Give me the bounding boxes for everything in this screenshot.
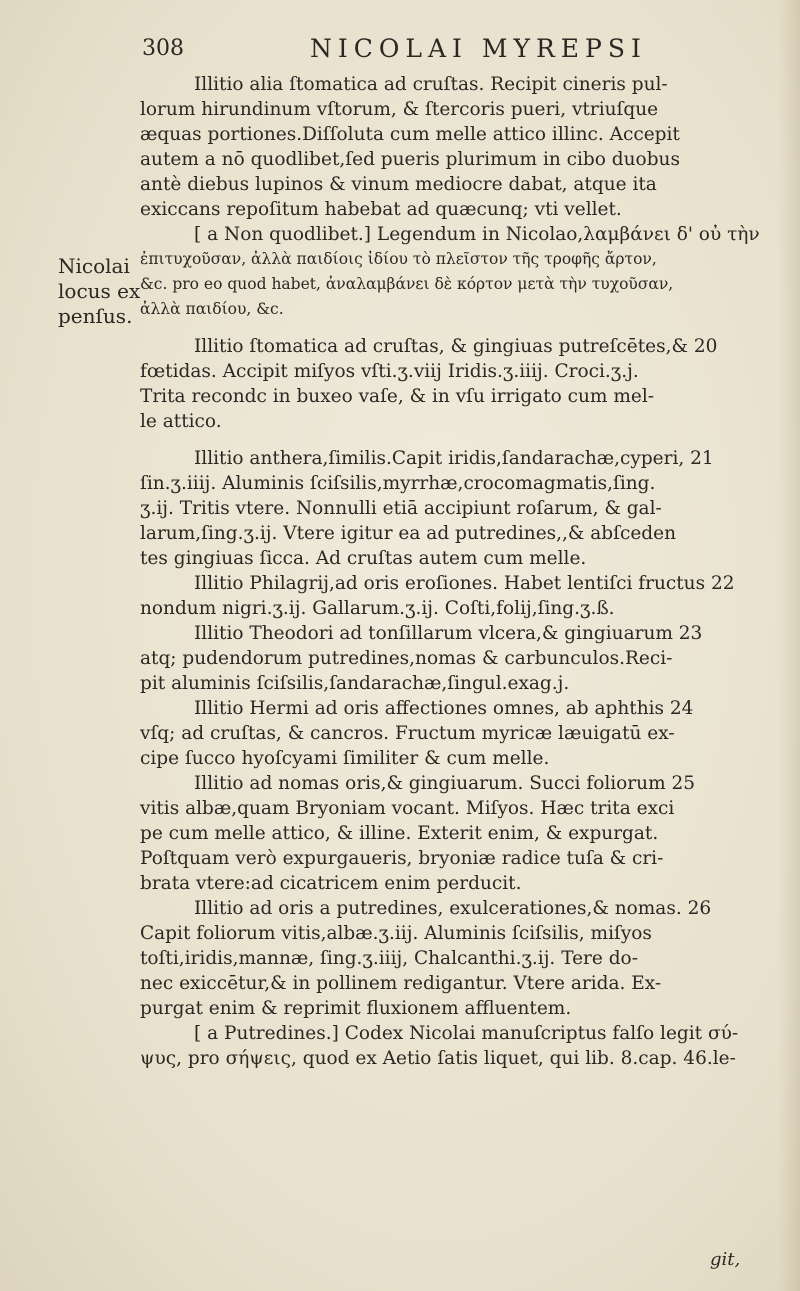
- text-line: Illitio ad oris a putredines, exulcerationes,& nomas. 26: [194, 898, 712, 919]
- text-line: autem a nō quodlibet,ſed pueris plurimum in cibo duobus: [140, 149, 680, 170]
- text-line: atq; pudendorum putredines,nomas & carbunculos.Reci-: [140, 648, 673, 669]
- marginal-note-line: locus ex: [58, 279, 141, 303]
- text-line: Capit foliorum vitis,albæ.ʒ.iij. Aluminis ſciſsilis, miſyos: [140, 923, 652, 944]
- text-line: Illitio anthera,ſimilis.Capit iridis,ſandarachæ,cyperi, 21: [194, 448, 714, 469]
- text-line: Illitio alia ſtomatica ad cruſtas. Recipit cineris pul-: [194, 74, 668, 95]
- text-line: lorum hirundinum vſtorum, & ſtercoris pueri, vtriuſque: [140, 99, 659, 120]
- text-line: [ a Putredines.] Codex Nicolai manuſcriptus falſo legit σύ-: [194, 1023, 739, 1044]
- text-line: brata vtere:ad cicatricem enim perducit.: [140, 873, 522, 894]
- text-line: antè diebus lupinos & vinum mediocre dabat, atque ita: [140, 174, 657, 195]
- marginal-note-line: penſus.: [58, 304, 133, 328]
- text-line: tes gingiuas ſicca. Ad cruſtas autem cum melle.: [140, 548, 587, 569]
- text-column: [140, 72, 760, 1071]
- text-line: exiccans repoſitum habebat ad quæcunq; vti vellet.: [140, 199, 622, 220]
- text-line: fœtidas. Accipit miſyos vſti.ʒ.viij Iridis.ʒ.iiij. Croci.ʒ.j.: [140, 361, 639, 382]
- text-line: Trita recondc in buxeo vaſe, & in vſu irrigato cum mel-: [140, 386, 654, 407]
- text-line: Illitio Philagrij,ad oris eroſiones. Habet lentiſci fructus 22: [194, 573, 735, 594]
- text-line: Illitio ad nomas oris,& gingiuarum. Succi foliorum 25: [194, 773, 696, 794]
- text-line: vſq; ad cruſtas, & cancros. Fructum myricæ læuigatū ex-: [140, 723, 675, 744]
- running-header: [142, 34, 702, 68]
- text-line: Illitio Theodori ad tonſillarum vlcera,& gingiuarum 23: [194, 623, 703, 644]
- text-line: vitis albæ,quam Bryoniam vocant. Miſyos. Hæc trita exci: [140, 798, 675, 819]
- text-line: le attico.: [140, 411, 222, 432]
- text-line: Illitio Hermi ad oris affectiones omnes, ab aphthis 24: [194, 698, 694, 719]
- text-line: larum,ſing.ʒ.ij. Vtere igitur ea ad putredines,,& abſceden: [140, 523, 676, 544]
- text-line: ἀλλὰ παιδίου, &c.: [140, 300, 284, 318]
- text-line: ψυς, pro σήψεις, quod ex Aetio ſatis liquet, qui lib. 8.cap. 46.le-: [140, 1048, 736, 1069]
- text-line: toſti,iridis,mannæ, ſing.ʒ.iiij, Chalcanthi.ʒ.ij. Tere do-: [140, 948, 638, 969]
- text-line: pit aluminis ſciſsilis,ſandarachæ,ſingul.exag.j.: [140, 673, 570, 694]
- page-gutter-shadow: [778, 0, 800, 1291]
- page-number: 308: [142, 36, 184, 61]
- text-line: æquas portiones.Diſſoluta cum melle attico illinc. Accepit: [140, 124, 680, 145]
- text-line: &c. pro eo quod habet, ἀναλαμβάνει δὲ κόρτον μετὰ τὴν τυχοῦσαν,: [140, 275, 674, 293]
- text-line: nondum nigri.ʒ.ij. Gallarum.ʒ.ij. Coſti,folij,ſing.ʒ.ß.: [140, 598, 615, 619]
- text-line: cipe ſucco hyoſcyami ſimiliter & cum melle.: [140, 748, 550, 769]
- catchword: git,: [710, 1249, 741, 1270]
- text-line: pe cum melle attico, & illine. Exterit enim, & expurgat.: [140, 823, 659, 844]
- text-line: ʒ.ij. Tritis vtere. Nonnulli etiā accipiunt roſarum, & gal-: [140, 498, 662, 519]
- text-line: Poſtquam verò expurgaueris, bryoniæ radice tuſa & cri-: [140, 848, 664, 869]
- running-title: NICOLAI MYREPSI: [310, 34, 647, 63]
- text-line: [ a Non quodlibet.] Legendum in Nicolao,λαμβάνει δ' οὐ τὴν: [194, 224, 760, 245]
- text-line: ἐπιτυχοῦσαν, ἀλλὰ παιδίοις ἰδίου τὸ πλεῖστον τῆς τροφῆς ἄρτον,: [140, 250, 657, 268]
- marginal-note-line: Nicolai: [58, 254, 130, 278]
- marginal-note: [58, 254, 141, 329]
- text-line: purgat enim & reprimit fluxionem affluentem.: [140, 998, 572, 1019]
- text-line: Illitio ſtomatica ad cruſtas, & gingiuas putreſcētes,& 20: [194, 336, 718, 357]
- text-line: nec exiccētur,& in pollinem redigantur. Vtere arida. Ex-: [140, 973, 662, 994]
- text-line: ſin.ʒ.iiij. Aluminis ſciſsilis,myrrhæ,crocomagmatis,ſing.: [140, 473, 656, 494]
